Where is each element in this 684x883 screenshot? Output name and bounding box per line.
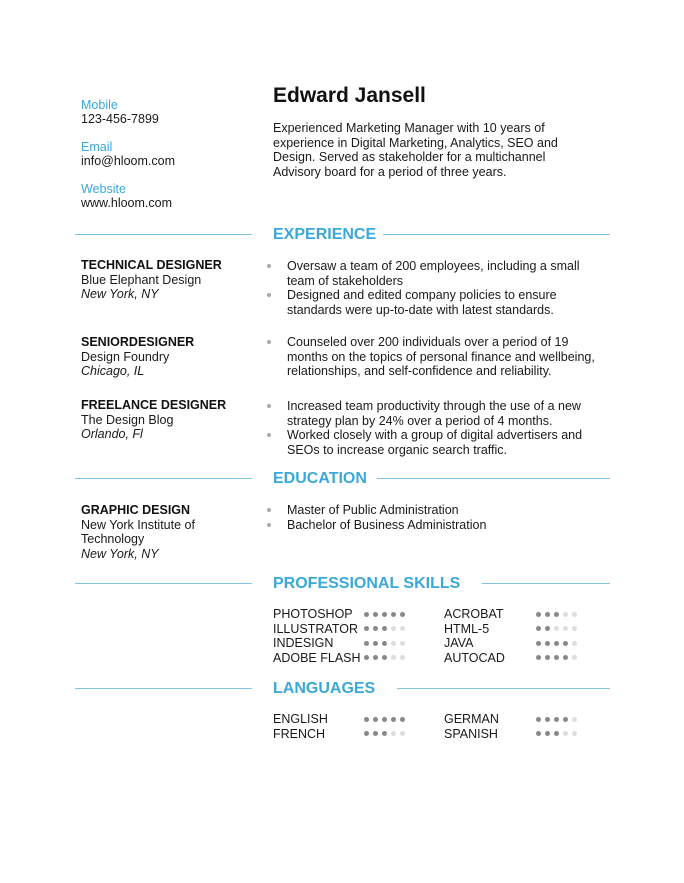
skill-name: INDESIGN: [273, 636, 334, 650]
rating-dot-filled: [545, 641, 550, 646]
experience-bullets: [267, 399, 597, 457]
education-bullets: [267, 503, 597, 532]
job-company: Design Foundry: [81, 349, 170, 364]
rating-dot-filled: [373, 717, 378, 722]
rating-dot-filled: [545, 717, 550, 722]
section-rule-right: [383, 234, 610, 235]
skill-rating: [536, 636, 577, 651]
website-label: Website: [81, 182, 126, 196]
skill-name: JAVA: [444, 636, 474, 650]
rating-dot-empty: [400, 731, 405, 736]
rating-dot-filled: [536, 731, 541, 736]
rating-dot-empty: [563, 626, 568, 631]
rating-dot-filled: [554, 641, 559, 646]
rating-dot-filled: [563, 641, 568, 646]
skill-rating: [536, 622, 577, 637]
rating-dot-empty: [400, 626, 405, 631]
rating-dot-filled: [536, 655, 541, 660]
bullet-item: Bachelor of Business Administration: [267, 518, 597, 533]
job-company: Blue Elephant Design: [81, 272, 202, 287]
rating-dot-filled: [364, 612, 369, 617]
rating-dot-filled: [400, 612, 405, 617]
rating-dot-filled: [373, 612, 378, 617]
skill-rating: [364, 651, 405, 666]
rating-dot-empty: [572, 655, 577, 660]
job-title: TECHNICAL DESIGNER: [81, 258, 222, 272]
job-location: Chicago, IL: [81, 364, 145, 378]
rating-dot-filled: [545, 626, 550, 631]
rating-dot-filled: [554, 731, 559, 736]
rating-dot-filled: [364, 641, 369, 646]
rating-dot-filled: [382, 717, 387, 722]
mobile-label: Mobile: [81, 98, 118, 112]
rating-dot-filled: [536, 626, 541, 631]
section-rule-left: [75, 234, 252, 235]
language-rating: [364, 727, 405, 742]
rating-dot-filled: [373, 731, 378, 736]
rating-dot-filled: [536, 641, 541, 646]
skill-name: ADOBE FLASH: [273, 650, 361, 665]
rating-dot-empty: [572, 717, 577, 722]
rating-dot-empty: [391, 731, 396, 736]
experience-bullets: [267, 259, 597, 317]
rating-dot-empty: [391, 655, 396, 660]
rating-dot-empty: [572, 731, 577, 736]
candidate-name: Edward Jansell: [273, 84, 426, 107]
language-name: FRENCH: [273, 726, 326, 741]
experience-heading: EXPERIENCE: [273, 226, 377, 243]
education-entry: [81, 503, 251, 561]
bullet-item: Counseled over 200 individuals over a period of 19 months on the topics of personal finance and wellbeing, relationships, and self-confidence and reliability.: [267, 335, 597, 379]
skill-rating: [536, 607, 577, 622]
rating-dot-filled: [373, 626, 378, 631]
job-company: The Design Blog: [81, 412, 174, 427]
language-rating: [536, 727, 577, 742]
rating-dot-filled: [391, 717, 396, 722]
rating-dot-empty: [400, 641, 405, 646]
bullet-item: Designed and edited company policies to ensure standards were up-to-date with latest standards.: [267, 288, 597, 317]
summary-text: Experienced Marketing Manager with 10 years of experience in Digital Marketing, Analytics, SEO and Design. Served as stakeholder for a multichannel Advisory board for a period of three years.: [273, 121, 558, 179]
rating-dot-filled: [545, 731, 550, 736]
section-rule-left: [75, 583, 252, 584]
language-rating: [364, 712, 405, 727]
rating-dot-filled: [364, 731, 369, 736]
rating-dot-filled: [554, 655, 559, 660]
experience-entry: [81, 258, 222, 302]
language-rating: [536, 712, 577, 727]
skill-rating: [364, 622, 405, 637]
rating-dot-empty: [400, 655, 405, 660]
rating-dot-empty: [572, 641, 577, 646]
bullet-item: Oversaw a team of 200 employees, including a small team of stakeholders: [267, 259, 597, 288]
rating-dot-filled: [536, 612, 541, 617]
skill-name: ACROBAT: [444, 607, 504, 621]
section-rule-left: [75, 478, 252, 479]
job-location: New York, NY: [81, 287, 159, 301]
skill-rating: [364, 636, 405, 651]
rating-dot-empty: [391, 626, 396, 631]
rating-dot-filled: [382, 626, 387, 631]
email-label: Email: [81, 140, 113, 154]
section-rule-right: [377, 478, 610, 479]
job-title: SENIORDESIGNER: [81, 335, 195, 349]
rating-dot-empty: [554, 626, 559, 631]
rating-dot-filled: [545, 612, 550, 617]
rating-dot-filled: [545, 655, 550, 660]
rating-dot-filled: [536, 717, 541, 722]
skill-name: HTML-5: [444, 621, 490, 636]
skill-name: ILLUSTRATOR: [273, 621, 358, 636]
bullet-item: Worked closely with a group of digital advertisers and SEOs to increase organic search traffic.: [267, 428, 597, 457]
website-value[interactable]: www.hloom.com: [81, 196, 172, 210]
rating-dot-filled: [364, 655, 369, 660]
experience-bullets: [267, 335, 597, 379]
language-name: SPANISH: [444, 726, 498, 741]
languages-heading: LANGUAGES: [273, 680, 376, 697]
rating-dot-empty: [572, 612, 577, 617]
rating-dot-filled: [563, 655, 568, 660]
experience-entry: [81, 398, 226, 442]
section-rule-left: [75, 688, 252, 689]
job-title: FREELANCE DESIGNER: [81, 398, 227, 412]
language-name: GERMAN: [444, 712, 499, 726]
skill-name: AUTOCAD: [444, 650, 505, 665]
rating-dot-empty: [572, 626, 577, 631]
rating-dot-filled: [400, 717, 405, 722]
rating-dot-empty: [563, 731, 568, 736]
skill-rating: [536, 651, 577, 666]
rating-dot-filled: [373, 641, 378, 646]
mobile-value: 123-456-7899: [81, 112, 159, 126]
rating-dot-empty: [391, 641, 396, 646]
rating-dot-filled: [554, 612, 559, 617]
rating-dot-filled: [554, 717, 559, 722]
institution-location: New York, NY: [81, 546, 159, 561]
rating-dot-empty: [563, 612, 568, 617]
language-name: ENGLISH: [273, 712, 328, 726]
degree-field: GRAPHIC DESIGN: [81, 503, 191, 517]
skill-rating: [364, 607, 405, 622]
rating-dot-filled: [364, 717, 369, 722]
rating-dot-filled: [364, 626, 369, 631]
rating-dot-filled: [382, 731, 387, 736]
job-location: Orlando, Fl: [81, 427, 143, 441]
institution: New York Institute of Technology: [81, 517, 195, 546]
rating-dot-filled: [391, 612, 396, 617]
rating-dot-filled: [382, 641, 387, 646]
skill-name: PHOTOSHOP: [273, 607, 353, 621]
rating-dot-filled: [382, 655, 387, 660]
rating-dot-filled: [382, 612, 387, 617]
section-rule-right: [397, 688, 610, 689]
rating-dot-filled: [563, 717, 568, 722]
bullet-item: Master of Public Administration: [267, 503, 597, 518]
section-rule-right: [482, 583, 610, 584]
bullet-item: Increased team productivity through the use of a new strategy plan by 24% over a period of 4 months.: [267, 399, 597, 428]
rating-dot-filled: [373, 655, 378, 660]
email-value[interactable]: info@hloom.com: [81, 154, 175, 168]
experience-entry: [81, 335, 194, 379]
education-heading: EDUCATION: [273, 470, 367, 487]
skills-heading: PROFESSIONAL SKILLS: [273, 575, 461, 592]
